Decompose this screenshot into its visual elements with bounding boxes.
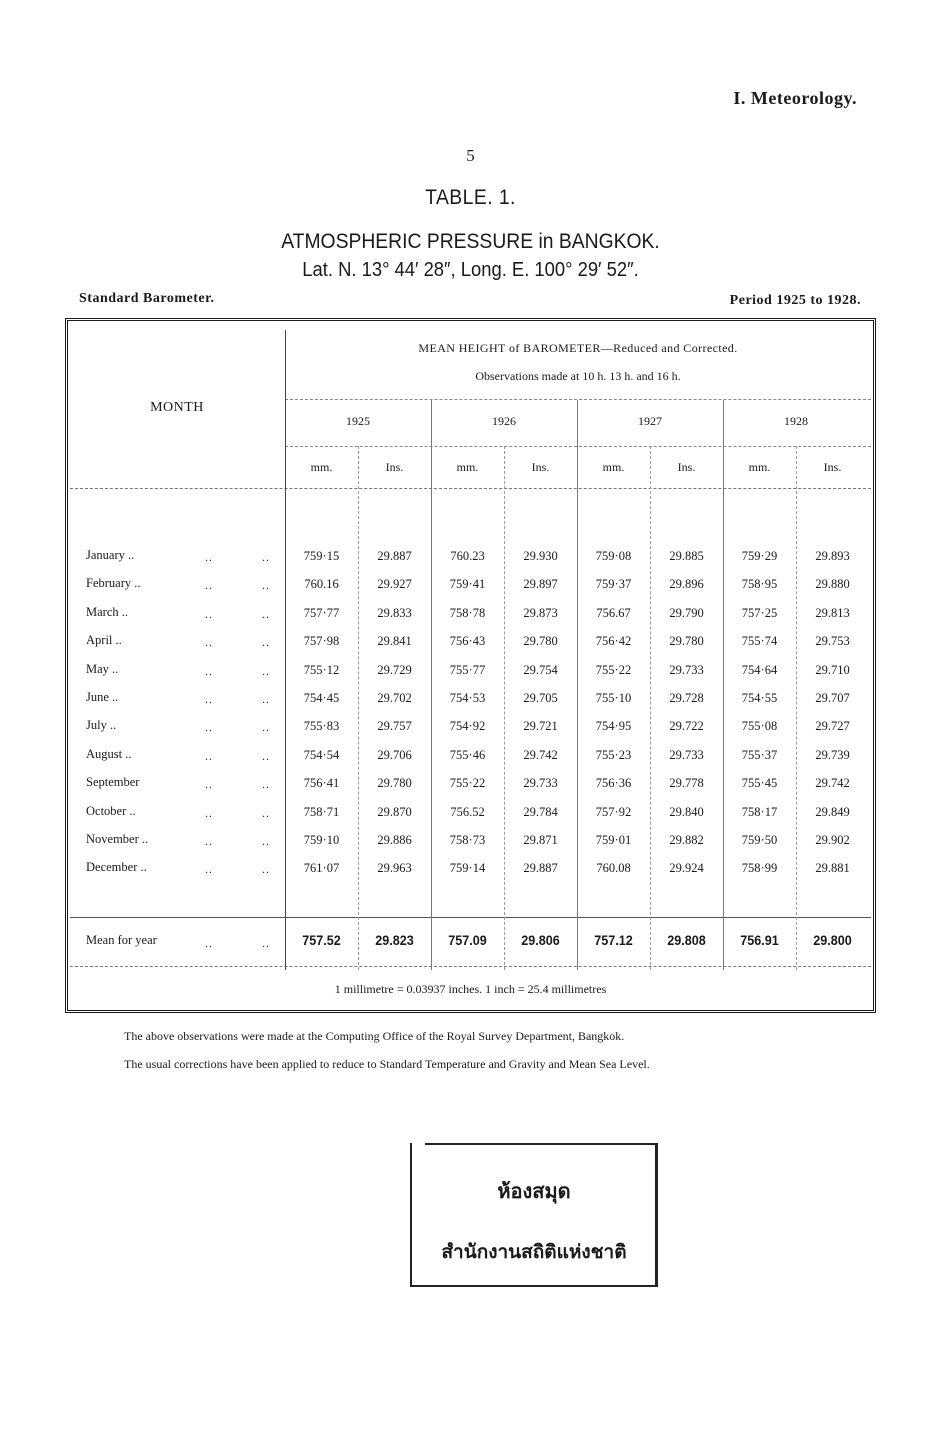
year-divider-1926 xyxy=(431,400,432,970)
year-divider-1928 xyxy=(723,400,724,970)
month-label: January .. xyxy=(86,548,135,562)
table-cell: 29.727 xyxy=(815,719,850,733)
leader-dots: .. xyxy=(205,550,213,564)
unit-divider-1927 xyxy=(650,446,651,970)
unit-header-ins: Ins. xyxy=(823,460,842,474)
leader-dots: .. xyxy=(205,834,213,848)
month-label: July .. xyxy=(86,718,117,732)
leader-dots: .. xyxy=(205,720,213,734)
table-cell: 755·37 xyxy=(741,748,778,762)
table-cell: 755·22 xyxy=(595,663,632,677)
table-cell: 757·25 xyxy=(741,606,778,620)
leader-dots: .. xyxy=(205,862,213,876)
table-cell: 29.706 xyxy=(377,748,412,762)
leader-dots: .. xyxy=(205,777,213,791)
month-label: December .. xyxy=(86,860,147,874)
table-cell: 754·55 xyxy=(741,691,778,705)
table-cell: 29.780 xyxy=(523,634,558,648)
stamp-top-border xyxy=(425,1143,658,1145)
page-title: ATMOSPHERIC PRESSURE in BANGKOK. xyxy=(281,230,660,253)
table-cell: 758·78 xyxy=(449,606,486,620)
table-subheader: Observations made at 10 h. 13 h. and 16 h. xyxy=(475,369,681,383)
unit-divider-1925 xyxy=(358,446,359,970)
unit-header-mm: mm. xyxy=(602,460,625,474)
stamp-line-office: สำนักงานสถิติแห่งชาติ xyxy=(441,1241,627,1263)
table-cell: 29.780 xyxy=(377,776,412,790)
table-cell: 757·77 xyxy=(303,606,340,620)
table-cell: 756·41 xyxy=(303,776,340,790)
table-cell: 29.927 xyxy=(377,577,412,591)
table-cell: 756.67 xyxy=(596,606,631,620)
table-cell: 755·08 xyxy=(741,719,778,733)
leader-dots: .. xyxy=(262,862,270,876)
table-cell: 758·17 xyxy=(741,805,778,819)
leader-dots: .. xyxy=(205,806,213,820)
table-cell: 29.930 xyxy=(523,549,558,563)
unit-header-mm: mm. xyxy=(748,460,771,474)
table-cell: 760.23 xyxy=(450,549,485,563)
table-cell: 759·10 xyxy=(303,833,340,847)
page-number: 5 xyxy=(466,146,475,165)
leader-dots: .. xyxy=(262,936,270,950)
leader-dots: .. xyxy=(262,635,270,649)
table-cell: 754·54 xyxy=(303,748,340,762)
table-cell: 755·22 xyxy=(449,776,486,790)
table-cell: 756·36 xyxy=(595,776,632,790)
table-cell: 758·95 xyxy=(741,577,778,591)
table-cell: 29.849 xyxy=(815,805,850,819)
table-cell: 759·08 xyxy=(595,549,632,563)
unit-header-ins: Ins. xyxy=(385,460,404,474)
month-column-header: MONTH xyxy=(150,400,204,415)
table-cell: 29.754 xyxy=(523,663,558,677)
mean-bottom-divider xyxy=(70,966,871,967)
year-header-1927: 1927 xyxy=(638,414,662,428)
table-cell: 759·15 xyxy=(303,549,340,563)
month-label: June .. xyxy=(86,690,119,704)
conversion-note: 1 millimetre = 0.03937 inches. 1 inch = 25.4 millimetres xyxy=(334,982,607,996)
year-divider-1927 xyxy=(577,400,578,970)
footnote-corrections: The usual corrections have been applied to reduce to Standard Temperature and Gravity and Mean Sea Level. xyxy=(124,1057,650,1071)
footnote-observations: The above observations were made at the Computing Office of the Royal Survey Department, Bangkok. xyxy=(124,1029,625,1043)
table-cell: 756.52 xyxy=(450,805,485,819)
leader-dots: .. xyxy=(262,834,270,848)
mean-1928-ins: 29.800 xyxy=(813,932,852,948)
table-cell: 29.871 xyxy=(523,833,558,847)
table-cell: 29.702 xyxy=(377,691,412,705)
table-cell: 29.790 xyxy=(669,606,704,620)
mean-1927-ins: 29.808 xyxy=(667,932,706,948)
table-cell: 29.757 xyxy=(377,719,412,733)
leader-dots: .. xyxy=(205,692,213,706)
table-cell: 760.08 xyxy=(596,861,631,875)
table-cell: 29.963 xyxy=(377,861,412,875)
table-cell: 754·64 xyxy=(741,663,778,677)
leader-dots: .. xyxy=(205,749,213,763)
unit-divider-1928 xyxy=(796,446,797,970)
table-cell: 29.742 xyxy=(815,776,850,790)
year-header-1928: 1928 xyxy=(784,414,808,428)
unit-divider-1926 xyxy=(504,446,505,970)
table-cell: 756·42 xyxy=(595,634,632,648)
unit-divider xyxy=(285,446,871,447)
table-cell: 29.710 xyxy=(815,663,850,677)
table-cell: 29.733 xyxy=(669,663,704,677)
mean-1927-mm: 757.12 xyxy=(594,932,633,948)
leader-dots: .. xyxy=(262,806,270,820)
table-cell: 29.739 xyxy=(815,748,850,762)
mean-row-label: Mean for year xyxy=(86,933,157,947)
table-cell: 759·41 xyxy=(449,577,486,591)
unit-header-ins: Ins. xyxy=(531,460,550,474)
mean-1925-ins: 29.823 xyxy=(375,932,414,948)
table-cell: 29.728 xyxy=(669,691,704,705)
table-cell: 29.870 xyxy=(377,805,412,819)
table-cell: 755·46 xyxy=(449,748,486,762)
table-cell: 755·12 xyxy=(303,663,340,677)
table-cell: 29.733 xyxy=(523,776,558,790)
leader-dots: .. xyxy=(262,578,270,592)
table-cell: 29.784 xyxy=(523,805,558,819)
table-cell: 755·23 xyxy=(595,748,632,762)
table-cell: 755·74 xyxy=(741,634,778,648)
table-cell: 29.813 xyxy=(815,606,850,620)
mean-1926-ins: 29.806 xyxy=(521,932,560,948)
leader-dots: .. xyxy=(262,664,270,678)
table-cell: 29.893 xyxy=(815,549,850,563)
section-heading: I. Meteorology. xyxy=(733,88,857,108)
month-label: May .. xyxy=(86,662,119,676)
table-cell: 754·45 xyxy=(303,691,340,705)
table-cell: 759·14 xyxy=(449,861,486,875)
leader-dots: .. xyxy=(205,635,213,649)
leader-dots: .. xyxy=(262,550,270,564)
mean-1926-mm: 757.09 xyxy=(448,932,487,948)
table-cell: 29.886 xyxy=(377,833,412,847)
table-cell: 758·99 xyxy=(741,861,778,875)
table-cell: 754·95 xyxy=(595,719,632,733)
month-label: October .. xyxy=(86,804,136,818)
unit-header-mm: mm. xyxy=(456,460,479,474)
table-label: TABLE. 1. xyxy=(425,186,516,209)
table-cell: 758·71 xyxy=(303,805,340,819)
coordinates: Lat. N. 13° 44′ 28″, Long. E. 100° 29′ 52″. xyxy=(302,259,639,281)
table-cell: 758·73 xyxy=(449,833,486,847)
table-cell: 29.897 xyxy=(523,577,558,591)
table-cell: 754·92 xyxy=(449,719,486,733)
year-header-1926: 1926 xyxy=(492,414,516,428)
table-cell: 29.880 xyxy=(815,577,850,591)
table-cell: 29.885 xyxy=(669,549,704,563)
table-header: MEAN HEIGHT of BAROMETER—Reduced and Corrected. xyxy=(418,341,738,355)
table-cell: 760.16 xyxy=(304,577,339,591)
table-cell: 29.742 xyxy=(523,748,558,762)
mean-1925-mm: 757.52 xyxy=(302,932,341,948)
table-cell: 29.833 xyxy=(377,606,412,620)
table-cell: 29.881 xyxy=(815,861,850,875)
table-cell: 29.780 xyxy=(669,634,704,648)
table-cell: 29.887 xyxy=(377,549,412,563)
table-cell: 759·01 xyxy=(595,833,632,847)
table-cell: 757·92 xyxy=(595,805,632,819)
leader-dots: .. xyxy=(262,692,270,706)
table-cell: 29.896 xyxy=(669,577,704,591)
header-divider xyxy=(70,488,871,489)
month-label: March .. xyxy=(86,605,128,619)
leader-dots: .. xyxy=(205,607,213,621)
leader-dots: .. xyxy=(262,749,270,763)
table-cell: 754·53 xyxy=(449,691,486,705)
year-divider xyxy=(285,399,871,400)
month-label: September xyxy=(86,775,140,789)
month-label: August .. xyxy=(86,747,132,761)
table-cell: 29.707 xyxy=(815,691,850,705)
leader-dots: .. xyxy=(205,936,213,950)
table-cell: 755·45 xyxy=(741,776,778,790)
month-label: November .. xyxy=(86,832,149,846)
leader-dots: .. xyxy=(262,720,270,734)
year-header-1925: 1925 xyxy=(346,414,370,428)
table-cell: 761·07 xyxy=(303,861,340,875)
table-cell: 29.729 xyxy=(377,663,412,677)
table-cell: 29.733 xyxy=(669,748,704,762)
month-label: February .. xyxy=(86,576,141,590)
table-cell: 759·37 xyxy=(595,577,632,591)
instrument-label: Standard Barometer. xyxy=(79,291,215,306)
table-cell: 29.841 xyxy=(377,634,412,648)
unit-header-ins: Ins. xyxy=(677,460,696,474)
table-cell: 29.778 xyxy=(669,776,704,790)
period-label: Period 1925 to 1928. xyxy=(729,293,861,308)
unit-header-mm: mm. xyxy=(310,460,333,474)
table-cell: 29.924 xyxy=(669,861,704,875)
table-cell: 759·50 xyxy=(741,833,778,847)
table-cell: 29.753 xyxy=(815,634,850,648)
table-cell: 29.722 xyxy=(669,719,704,733)
table-cell: 29.705 xyxy=(523,691,558,705)
table-cell: 29.873 xyxy=(523,606,558,620)
leader-dots: .. xyxy=(262,607,270,621)
table-cell: 757·98 xyxy=(303,634,340,648)
mean-top-divider xyxy=(70,917,871,918)
stamp-line-library: ห้องสมุด xyxy=(497,1179,571,1203)
leader-dots: .. xyxy=(262,777,270,791)
table-cell: 755·77 xyxy=(449,663,486,677)
table-cell: 29.721 xyxy=(523,719,558,733)
table-cell: 29.902 xyxy=(815,833,850,847)
table-cell: 755·83 xyxy=(303,719,340,733)
leader-dots: .. xyxy=(205,578,213,592)
table-cell: 759·29 xyxy=(741,549,778,563)
leader-dots: .. xyxy=(205,664,213,678)
table-cell: 756·43 xyxy=(449,634,486,648)
table-cell: 29.887 xyxy=(523,861,558,875)
month-label: April .. xyxy=(86,633,122,647)
mean-1928-mm: 756.91 xyxy=(740,932,779,948)
table-cell: 29.840 xyxy=(669,805,704,819)
table-cell: 755·10 xyxy=(595,691,632,705)
table-cell: 29.882 xyxy=(669,833,704,847)
